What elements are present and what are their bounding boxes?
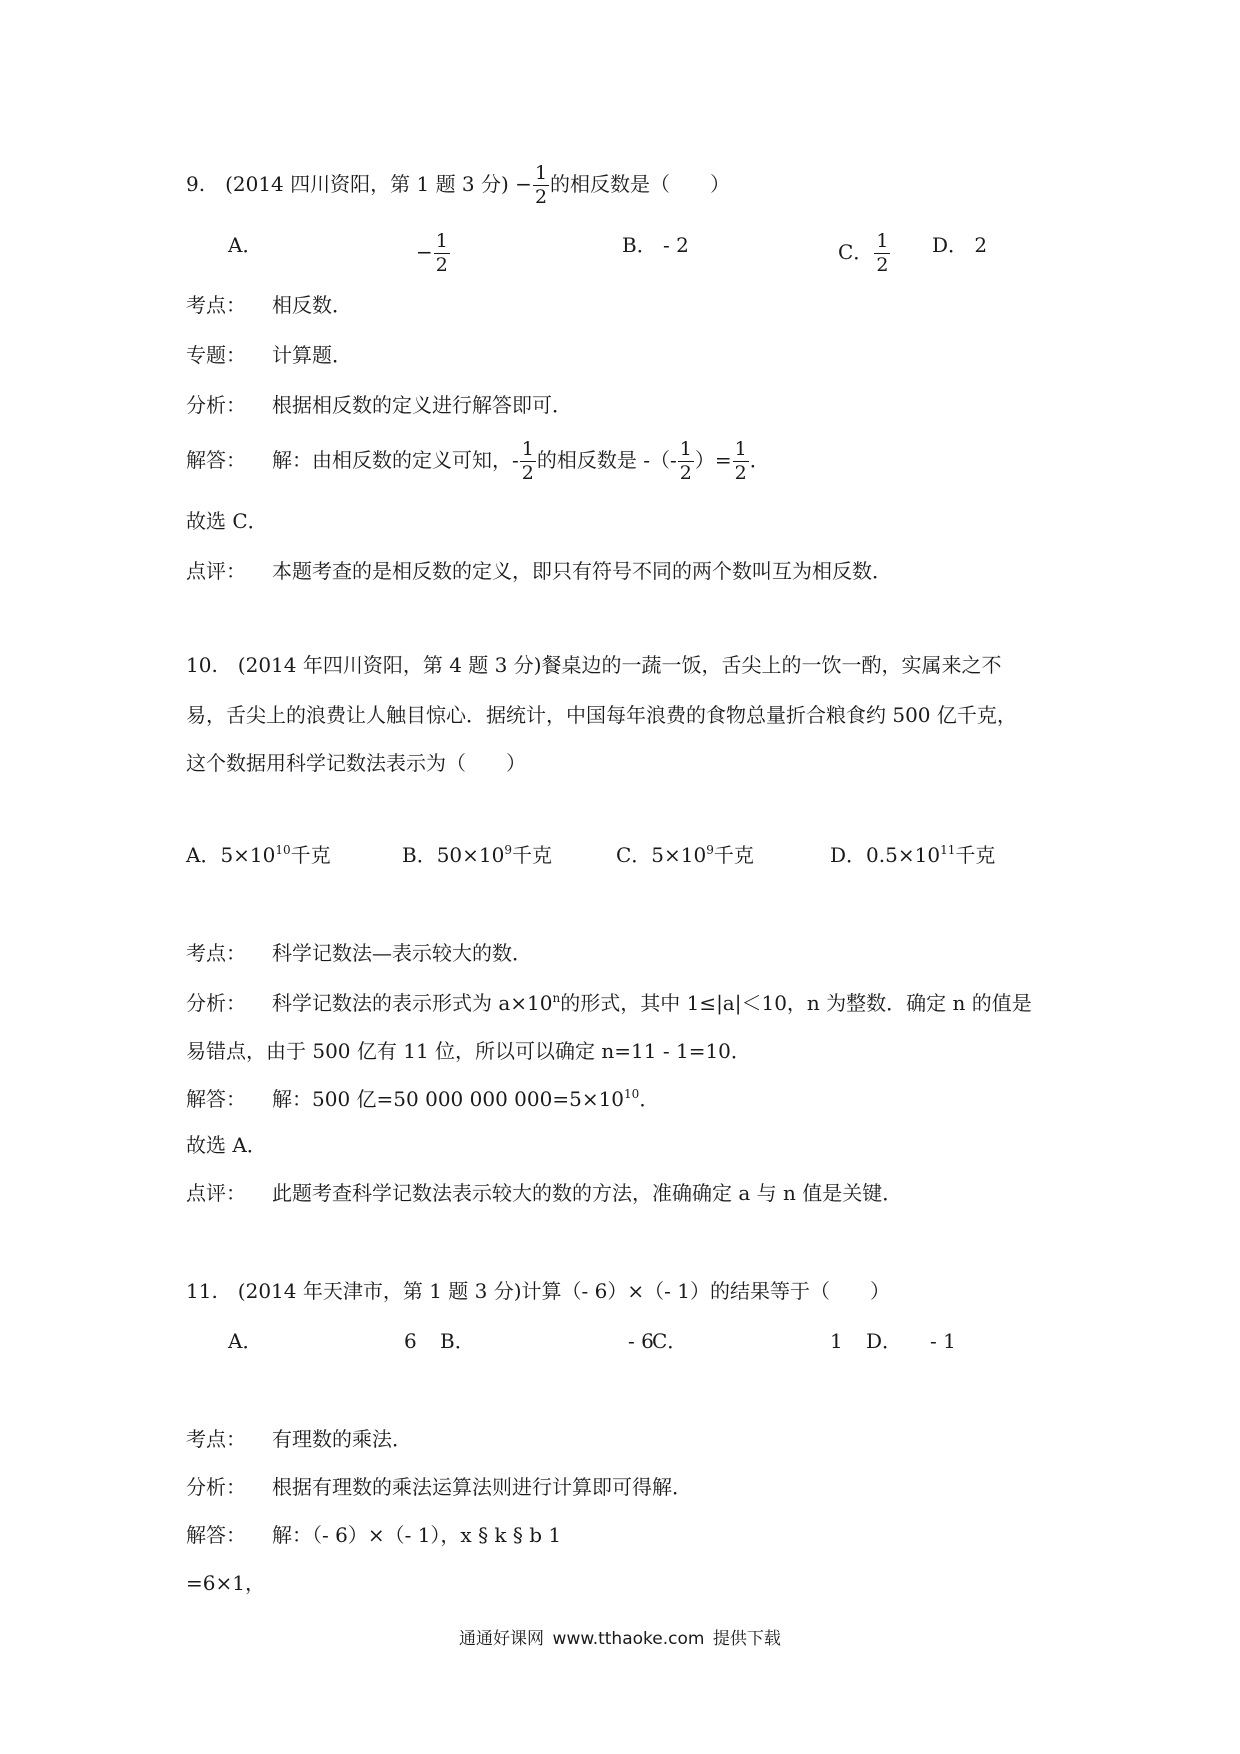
q10-option-b: B．$50\times 10^9$千克 xyxy=(402,843,552,867)
q10-dianping: 点评： 此题考查科学记数法表示较大的数的方法，准确确定 a 与 n 值是关键． xyxy=(186,1181,903,1205)
q11-option-d-label: D． xyxy=(866,1329,903,1353)
q10-stem-line1: 10. (2014 年四川资阳，第 4 题 3 分)餐桌边的一蔬一饭，舌尖上的一饮一酌，实属来之不 xyxy=(186,653,1002,677)
q9-option-a-label: A． xyxy=(228,233,263,257)
q11-option-b-label: B． xyxy=(440,1329,475,1353)
q9-option-b: B． - 2 xyxy=(622,233,689,257)
q10-option-d: D．$0.5\times 10^{11}$千克 xyxy=(830,843,996,867)
q11-option-d-value: - 1 xyxy=(930,1329,956,1353)
q10-fenxi: 分析： 科学记数法的表示形式为 $a\times 10^n$的形式，其中 1≤|a|＜10，n 为整数．确定 n 的值是 xyxy=(186,991,1032,1015)
q10-fenxi-line2: 易错点，由于 500 亿有 11 位，所以可以确定 n=11 - 1=10． xyxy=(186,1039,751,1063)
q9-jieda: 解答： 解：由相反数的定义可知，- $\frac{1}{2}$ 的相反数是 -（- $\frac{1}{2}$ ）= $\frac{1}{2}$ ． xyxy=(186,438,770,484)
q11-stem: 11. (2014 年天津市，第 1 题 3 分)计算（- 6）×（- 1）的结果等于（ ） xyxy=(186,1279,890,1303)
q10-option-a: A．$5\times 10^{10}$千克 xyxy=(186,843,331,867)
fraction: $\frac{1}{2}$ xyxy=(734,438,747,484)
q9-stem: 9. (2014 四川资阳，第 1 题 3 分) − $\frac{1}{2}$ 的相反数是（ ） xyxy=(186,162,731,208)
q9-option-a-value: − $\frac{1}{2}$ xyxy=(416,230,448,276)
q11-fenxi: 分析： 根据有理数的乘法运算法则进行计算即可得解． xyxy=(186,1475,692,1499)
q11-option-c-label: C． xyxy=(652,1329,688,1353)
fraction: $\frac{1}{2}$ xyxy=(521,438,534,484)
q9-zhuanti: 专题： 计算题． xyxy=(186,343,352,367)
q10-kaodian: 考点： 科学记数法—表示较大的数． xyxy=(186,941,532,965)
q11-kaodian: 考点： 有理数的乘法． xyxy=(186,1427,412,1451)
q10-jieda: 解答： 解：500 亿=50 000 000 $000=5\times 10^{10}$． xyxy=(186,1087,660,1111)
fraction: $\frac{1}{2}$ xyxy=(435,230,448,276)
q11-option-a-value: 6 xyxy=(404,1329,417,1353)
q9-guxuan: 故选 C． xyxy=(186,509,268,533)
q9-dianping: 点评： 本题考查的是相反数的定义，即只有符号不同的两个数叫互为相反数． xyxy=(186,559,892,583)
q10-guxuan: 故选 A． xyxy=(186,1133,267,1157)
fraction: $\frac{1}{2}$ xyxy=(876,230,889,276)
q9-kaodian: 考点： 相反数． xyxy=(186,293,352,317)
q10-stem-line3: 这个数据用科学记数法表示为（ ） xyxy=(186,751,526,775)
q9-option-c: C． $\frac{1}{2}$ xyxy=(838,230,889,276)
fraction: $\frac{1}{2}$ xyxy=(679,438,692,484)
page-footer: 通通好课网 www.tthaoke.com 提供下载 xyxy=(459,1629,781,1649)
q10-stem-line2: 易，舌尖上的浪费让人触目惊心．据统计，中国每年浪费的食物总量折合粮食约 500 亿千克， xyxy=(186,703,1017,727)
q11-option-a-label: A． xyxy=(228,1329,263,1353)
q11-option-b-value: - 6 xyxy=(628,1329,654,1353)
q11-option-c-value: 1 xyxy=(830,1329,843,1353)
q9-option-d: D． 2 xyxy=(932,233,988,257)
q9-fenxi: 分析： 根据相反数的定义进行解答即可． xyxy=(186,393,572,417)
fraction: $\frac{1}{2}$ xyxy=(534,162,548,208)
q11-line-last: =6×1， xyxy=(186,1571,265,1595)
q10-option-c: C．$5\times 10^9$千克 xyxy=(616,843,754,867)
q11-jieda: 解答： 解：（- 6）×（- 1），x § k § b 1 xyxy=(186,1523,562,1547)
